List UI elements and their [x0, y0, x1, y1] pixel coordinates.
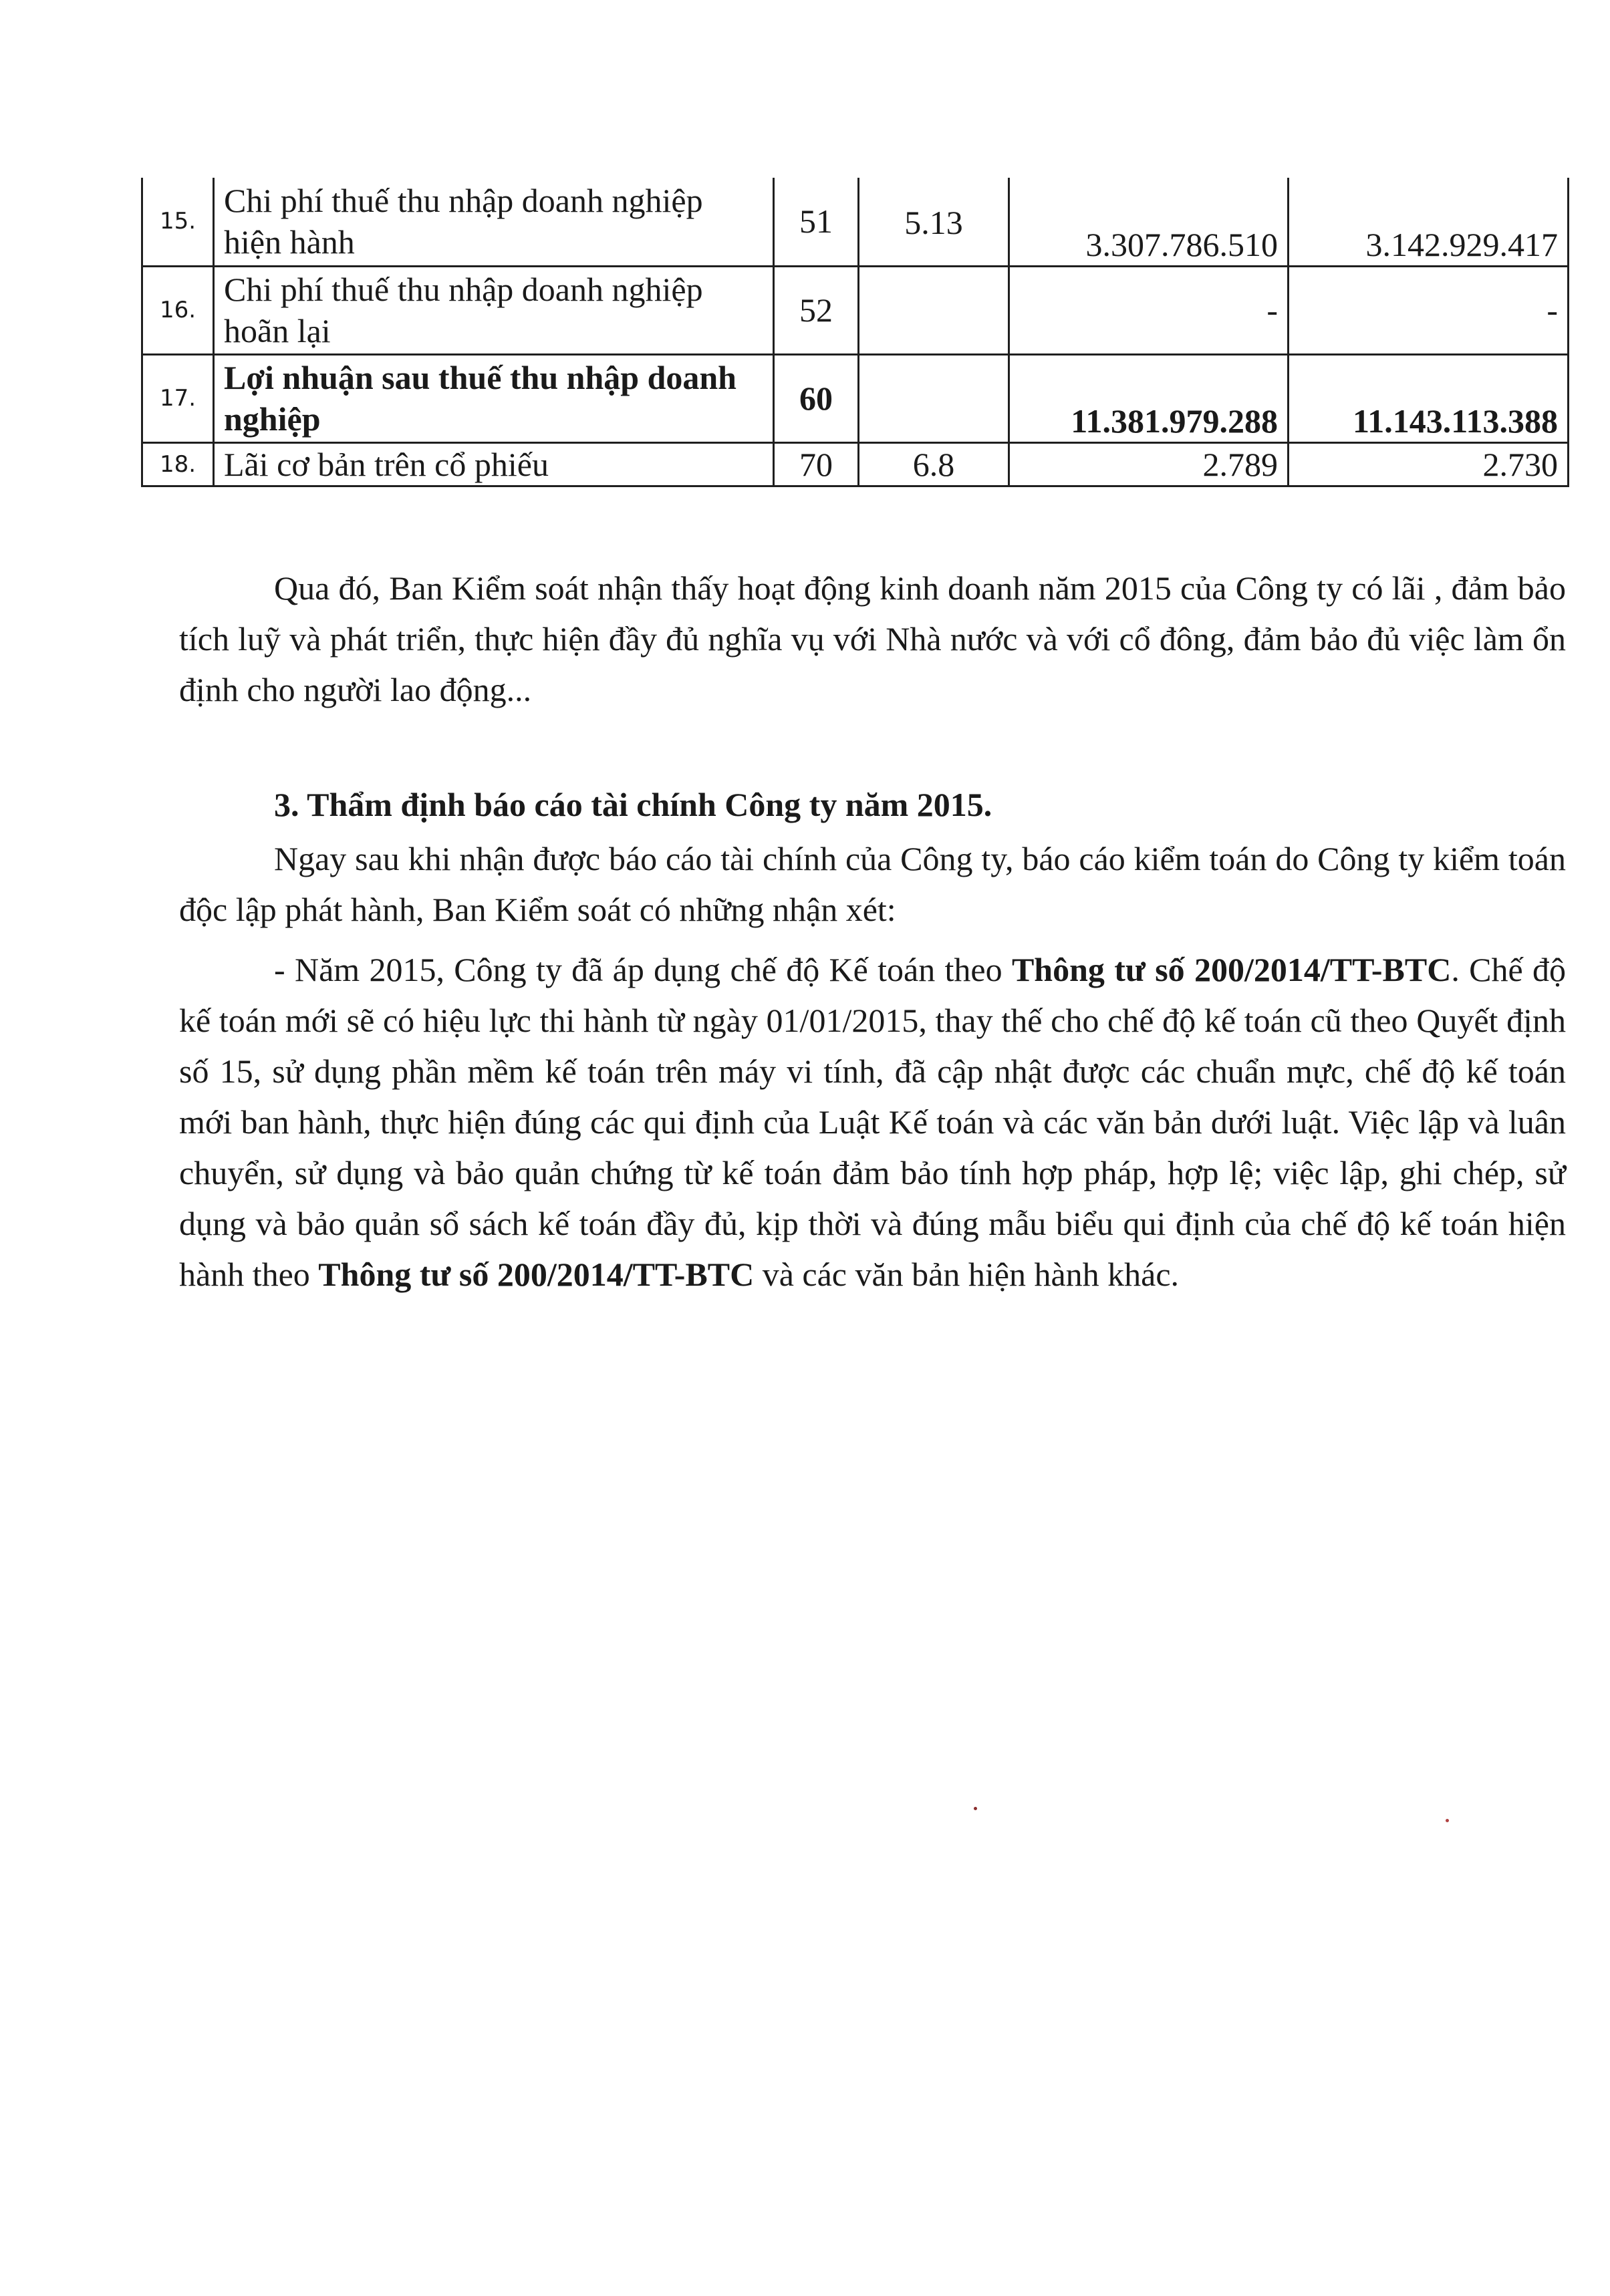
row-current-year: 11.381.979.288	[1009, 354, 1289, 442]
section-heading: 3. Thẩm định báo cáo tài chính Công ty năm 2015.	[274, 786, 992, 823]
row-item-name: Lợi nhuận sau thuế thu nhập doanh nghiệp	[214, 354, 774, 442]
scan-speck	[974, 1807, 977, 1810]
table-row	[142, 266, 1569, 354]
row-item-name: Chi phí thuế thu nhập doanh nghiệp hoãn lại	[214, 266, 774, 354]
row-code: 51	[774, 178, 859, 266]
section-intro-paragraph: Ngay sau khi nhận được báo cáo tài chính của Công ty, báo cáo kiểm toán do Công ty kiểm toán độc lập phát hành, Ban Kiểm soát có những nhận xét:	[179, 840, 1566, 928]
row-note: 6.8	[859, 442, 1009, 486]
row-code: 70	[774, 442, 859, 486]
row-previous-year: 3.142.929.417	[1289, 178, 1569, 266]
table-row	[142, 178, 1569, 266]
remark-text: và các văn bản hiện hành khác.	[754, 1256, 1180, 1293]
row-current-year: 2.789	[1009, 442, 1289, 486]
accounting-remark-paragraph	[179, 944, 1566, 1300]
row-note	[859, 266, 1009, 354]
row-previous-year: 11.143.113.388	[1289, 354, 1569, 442]
row-number: 15.	[142, 178, 214, 266]
row-previous-year: 2.730	[1289, 442, 1569, 486]
circular-reference: Thông tư số 200/2014/TT-BTC	[1011, 951, 1452, 988]
row-number: 18.	[142, 442, 214, 486]
row-item-name: Chi phí thuế thu nhập doanh nghiệp hiện hành	[214, 178, 774, 266]
remark-text: - Năm 2015, Công ty đã áp dụng chế độ Kế toán theo	[274, 951, 1012, 988]
table-row	[142, 354, 1569, 442]
row-previous-year: -	[1289, 266, 1569, 354]
row-note	[859, 354, 1009, 442]
conclusion-paragraph: Qua đó, Ban Kiểm soát nhận thấy hoạt động kinh doanh năm 2015 của Công ty có lãi , đảm bảo tích luỹ và phát triển, thực hiện đầy đủ nghĩa vụ với Nhà nước và với cổ đông, đảm bảo đủ việc làm ổn định cho người lao động...	[179, 569, 1566, 708]
row-code: 60	[774, 354, 859, 442]
table-row	[142, 442, 1569, 486]
row-item-name: Lãi cơ bản trên cổ phiếu	[214, 442, 774, 486]
circular-reference: Thông tư số 200/2014/TT-BTC	[318, 1256, 755, 1293]
scan-speck	[1446, 1819, 1449, 1822]
row-current-year: -	[1009, 266, 1289, 354]
row-current-year: 3.307.786.510	[1009, 178, 1289, 266]
row-note: 5.13	[859, 178, 1009, 266]
row-number: 17.	[142, 354, 214, 442]
row-code: 52	[774, 266, 859, 354]
remark-text: . Chế độ kế toán mới sẽ có hiệu lực thi hành từ ngày 01/01/2015, thay thế cho chế độ kế toán cũ theo Quyết định số 15, sử dụng phần mềm kế toán trên máy vi tính, đã cập nhật được các chuẩn mực, chế độ kế toán mới ban hành, thực hiện đúng các qui định của Luật Kế toán và các văn bản dưới luật. Việc lập và luân chuyển, sử dụng và bảo quản chứng từ kế toán đảm bảo tính hợp pháp, hợp lệ; việc lập, ghi chép, sử dụng và bảo quản sổ sách kế toán đầy đủ, kịp thời và đúng mẫu biểu qui định của chế độ kế toán hiện hành theo	[179, 951, 1567, 1293]
row-number: 16.	[142, 266, 214, 354]
income-statement-table	[141, 178, 1569, 487]
